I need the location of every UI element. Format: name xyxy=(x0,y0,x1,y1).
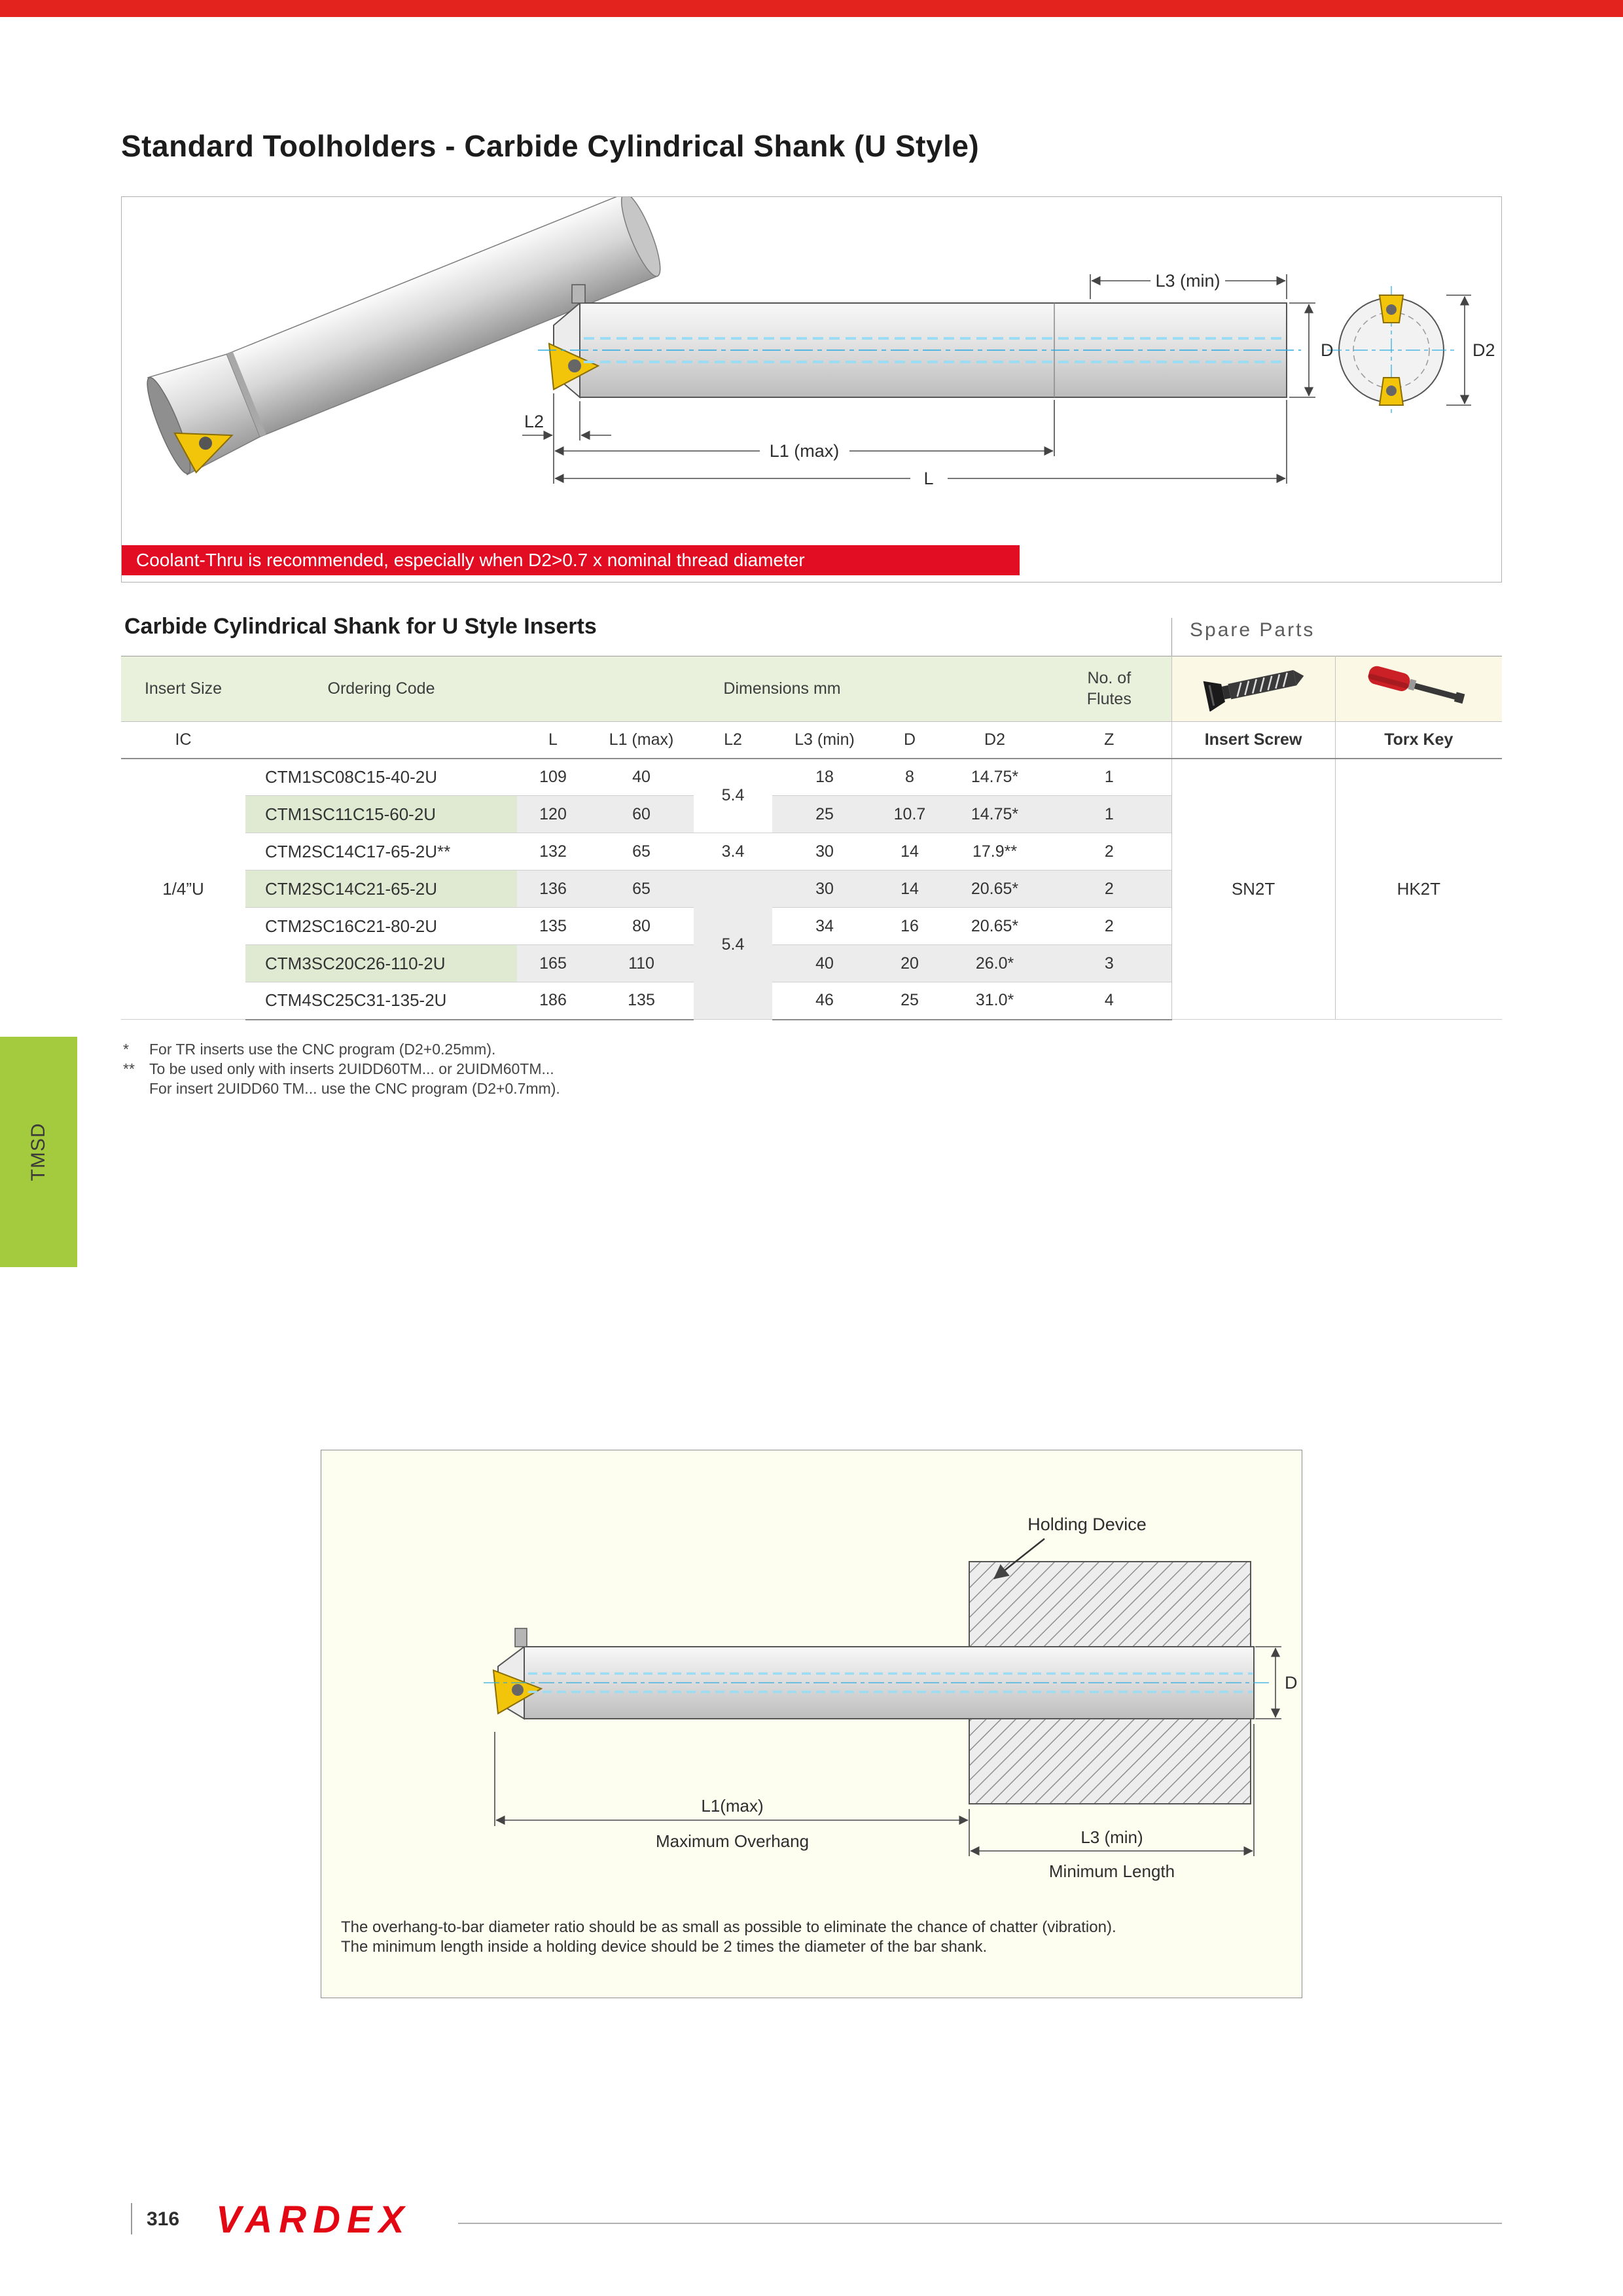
cell-l1: 135 xyxy=(589,982,694,1020)
header-d2: D2 xyxy=(942,722,1047,759)
diagram-note-1: The overhang-to-bar diameter ratio should be as small as possible to eliminate the chance of chatter (vibration). xyxy=(341,1918,1116,1936)
torx-key-value: HK2T xyxy=(1335,759,1502,1020)
tmsd-tab-label: TMSD xyxy=(27,1122,49,1181)
ordering-code: CTM3SC20C26-110-2U xyxy=(245,945,517,982)
header-z: Z xyxy=(1047,722,1171,759)
page-title: Standard Toolholders - Carbide Cylindrical Shank (U Style) xyxy=(121,129,980,163)
cell-d: 14 xyxy=(877,870,942,908)
header-empty xyxy=(245,722,517,759)
technical-drawing-box xyxy=(121,196,1502,583)
dim-label-l2: L2 xyxy=(524,412,544,431)
cell-l: 186 xyxy=(517,982,589,1020)
footnote-marker xyxy=(123,1079,149,1098)
spare-parts-label: Spare Parts xyxy=(1190,619,1315,641)
section-title: Carbide Cylindrical Shank for U Style Inserts xyxy=(124,614,597,639)
cell-l: 120 xyxy=(517,796,589,833)
cell-d2: 20.65* xyxy=(942,870,1047,908)
dim-label-l: L xyxy=(923,469,934,488)
vardex-logo: VARDEX xyxy=(216,2198,411,2241)
header-torx-key: Torx Key xyxy=(1335,722,1502,759)
cell-l: 109 xyxy=(517,759,589,796)
insert-screw-side-view xyxy=(568,359,581,372)
ordering-code: CTM4SC25C31-135-2U xyxy=(245,982,517,1020)
insert-screw-value: SN2T xyxy=(1171,759,1335,1020)
ordering-code: CTM2SC16C21-80-2U xyxy=(245,908,517,945)
header-l: L xyxy=(517,722,589,759)
cell-z: 3 xyxy=(1047,945,1171,982)
overhang-diagram-box xyxy=(321,1450,1302,1998)
cell-d: 20 xyxy=(877,945,942,982)
spare-parts-divider xyxy=(1171,618,1172,656)
label-maximum-overhang: Maximum Overhang xyxy=(655,1831,810,1851)
cell-l3: 25 xyxy=(772,796,877,833)
cell-d2: 14.75* xyxy=(942,759,1047,796)
insert-screw-icon-cell xyxy=(1171,656,1335,722)
cell-d2: 20.65* xyxy=(942,908,1047,945)
diagram-note-2: The minimum length inside a holding device should be 2 times the diameter of the bar shank. xyxy=(341,1938,988,1956)
footnote-text: For TR inserts use the CNC program (D2+0.25mm). xyxy=(149,1041,496,1058)
cell-z: 1 xyxy=(1047,796,1171,833)
header-l1: L1 (max) xyxy=(589,722,694,759)
cell-d: 8 xyxy=(877,759,942,796)
header-l2: L2 xyxy=(694,722,772,759)
toolholder-side-view xyxy=(554,285,1287,397)
cell-l1: 110 xyxy=(589,945,694,982)
cell-l3: 40 xyxy=(772,945,877,982)
insert-screw-icon xyxy=(1198,662,1309,711)
cell-d: 25 xyxy=(877,982,942,1020)
table-wrap xyxy=(121,656,1502,1020)
cell-z: 1 xyxy=(1047,759,1171,796)
cell-l1: 80 xyxy=(589,908,694,945)
cell-l1: 65 xyxy=(589,870,694,908)
toolholder-drawing xyxy=(122,197,1501,582)
header-ic: IC xyxy=(121,722,245,759)
header-flutes: No. of Flutes xyxy=(1047,656,1171,722)
cell-d: 16 xyxy=(877,908,942,945)
cell-l: 165 xyxy=(517,945,589,982)
cell-z: 2 xyxy=(1047,870,1171,908)
cell-d2: 17.9** xyxy=(942,833,1047,870)
ordering-code: CTM2SC14C17-65-2U** xyxy=(245,833,517,870)
header-dimensions: Dimensions mm xyxy=(517,656,1047,722)
footnotes xyxy=(123,1039,560,1098)
cell-d2: 14.75* xyxy=(942,796,1047,833)
dim-label-l1: L1 (max) xyxy=(769,441,840,461)
cell-d: 10.7 xyxy=(877,796,942,833)
footer-rule xyxy=(458,2223,1502,2224)
holding-device-block-bottom xyxy=(969,1719,1251,1804)
top-red-bar xyxy=(0,0,1623,17)
header-ordering-code: Ordering Code xyxy=(245,656,517,722)
table-group-header-row xyxy=(121,656,1502,722)
dim-label-l3-bottom: L3 (min) xyxy=(1080,1827,1143,1847)
header-insert-screw: Insert Screw xyxy=(1171,722,1335,759)
page-number: 316 xyxy=(147,2208,180,2230)
cell-d: 14 xyxy=(877,833,942,870)
table-subheader-row xyxy=(121,722,1502,759)
cell-l: 135 xyxy=(517,908,589,945)
cell-l1: 60 xyxy=(589,796,694,833)
cell-l3: 30 xyxy=(772,833,877,870)
torx-key-icon xyxy=(1363,662,1474,711)
cell-l3: 18 xyxy=(772,759,877,796)
label-minimum-length: Minimum Length xyxy=(1048,1861,1175,1881)
footnote-marker: * xyxy=(123,1041,129,1058)
cell-l: 132 xyxy=(517,833,589,870)
cell-l2-group1: 5.4 xyxy=(694,759,772,833)
cell-l3: 46 xyxy=(772,982,877,1020)
footnote-text: To be used only with inserts 2UIDD60TM... or 2UIDM60TM... xyxy=(149,1060,554,1077)
dim-label-l3: L3 (min) xyxy=(1155,271,1221,291)
ordering-code: CTM1SC08C15-40-2U xyxy=(245,759,517,796)
spec-table xyxy=(121,656,1502,1020)
end-view xyxy=(1327,286,1471,414)
cell-l3: 30 xyxy=(772,870,877,908)
dim-label-l1-bottom: L1(max) xyxy=(701,1796,764,1816)
holding-device-label: Holding Device xyxy=(1027,1515,1147,1534)
cell-l1: 65 xyxy=(589,833,694,870)
dim-label-d: D xyxy=(1321,340,1334,360)
cell-l: 136 xyxy=(517,870,589,908)
table-row xyxy=(121,759,1502,796)
insert-size-value: 1/4”U xyxy=(121,759,245,1020)
cell-d2: 31.0* xyxy=(942,982,1047,1020)
dim-label-d-bottom: D xyxy=(1285,1673,1298,1693)
footer-divider xyxy=(131,2203,132,2234)
ordering-code: CTM2SC14C21-65-2U xyxy=(245,870,517,908)
cell-l2-group3: 5.4 xyxy=(694,870,772,1020)
footnote-marker: ** xyxy=(123,1060,135,1077)
dim-label-d2: D2 xyxy=(1472,340,1495,360)
cell-z: 2 xyxy=(1047,833,1171,870)
ordering-code: CTM1SC11C15-60-2U xyxy=(245,796,517,833)
header-insert-size: Insert Size xyxy=(121,656,245,722)
cell-z: 4 xyxy=(1047,982,1171,1020)
cell-l2-group2: 3.4 xyxy=(694,833,772,870)
cell-z: 2 xyxy=(1047,908,1171,945)
header-d: D xyxy=(877,722,942,759)
cell-l3: 34 xyxy=(772,908,877,945)
tmsd-section-tab xyxy=(0,1037,77,1267)
cell-d2: 26.0* xyxy=(942,945,1047,982)
torx-key-icon-cell xyxy=(1335,656,1502,722)
insert-screw-bottom-diagram xyxy=(512,1684,524,1696)
coolant-banner: Coolant-Thru is recommended, especially when D2>0.7 x nominal thread diameter xyxy=(122,545,1020,575)
header-l3: L3 (min) xyxy=(772,722,877,759)
overhang-diagram xyxy=(321,1450,1302,1998)
holding-device-block-top xyxy=(969,1562,1251,1647)
footnote-text: For insert 2UIDD60 TM... use the CNC program (D2+0.7mm). xyxy=(149,1080,560,1097)
cell-l1: 40 xyxy=(589,759,694,796)
